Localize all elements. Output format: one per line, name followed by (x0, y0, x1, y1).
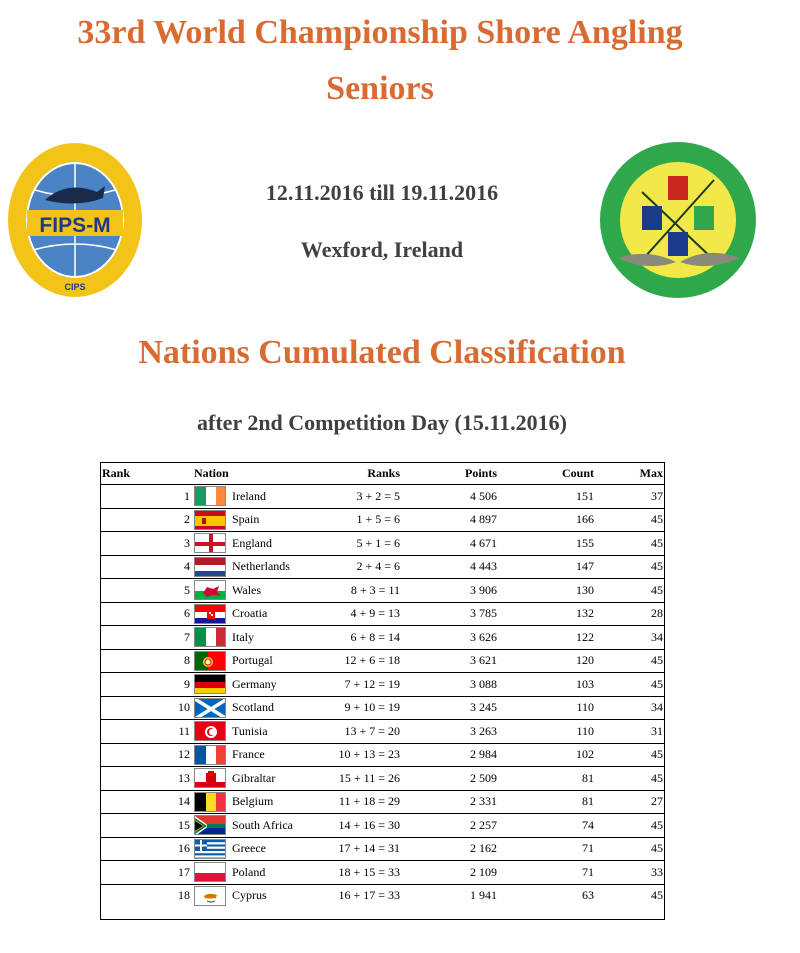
ranks-cell: 8 + 3 = 11 (310, 579, 402, 603)
rank-cell: 16 (100, 837, 192, 861)
max-cell: 28 (596, 602, 665, 626)
flag-cell (192, 884, 230, 907)
table-row (100, 861, 665, 885)
greece-flag-icon (194, 839, 226, 859)
rank-cell: 15 (100, 814, 192, 838)
table-row (100, 673, 665, 697)
ranks-cell: 13 + 7 = 20 (310, 720, 402, 744)
points-cell: 3 263 (402, 720, 499, 744)
max-cell: 45 (596, 579, 665, 603)
flag-cell (192, 649, 230, 673)
rank-cell: 10 (100, 696, 192, 720)
points-cell: 2 984 (402, 743, 499, 767)
nation-cell: France (230, 743, 310, 767)
max-cell: 34 (596, 696, 665, 720)
ranks-cell: 11 + 18 = 29 (310, 790, 402, 814)
max-cell: 45 (596, 649, 665, 673)
ranks-cell: 16 + 17 = 33 (310, 884, 402, 907)
belgium-flag-icon (194, 792, 226, 812)
column-header-rank: Rank (102, 465, 131, 480)
page-title-line1: 33rd World Championship Shore Angling (77, 14, 683, 51)
points-cell: 2 109 (402, 861, 499, 885)
nation-cell: Tunisia (230, 720, 310, 744)
points-cell: 3 785 (402, 602, 499, 626)
table-row (100, 884, 665, 907)
nation-cell: Poland (230, 861, 310, 885)
points-cell: 2 162 (402, 837, 499, 861)
rank-cell: 6 (100, 602, 192, 626)
count-cell: 166 (499, 508, 596, 532)
table-row (100, 649, 665, 673)
table-row (100, 555, 665, 579)
croatia-flag-icon (194, 604, 226, 624)
max-cell: 45 (596, 532, 665, 556)
ranks-cell: 10 + 13 = 23 (310, 743, 402, 767)
flag-cell (192, 790, 230, 814)
ranks-cell: 12 + 6 = 18 (310, 649, 402, 673)
rank-cell: 5 (100, 579, 192, 603)
rank-cell: 14 (100, 790, 192, 814)
ireland-flag-icon (194, 486, 226, 506)
ranks-cell: 15 + 11 = 26 (310, 767, 402, 791)
table-row (100, 837, 665, 861)
wales-flag-icon (194, 580, 226, 600)
count-cell: 63 (499, 884, 596, 907)
points-cell: 3 088 (402, 673, 499, 697)
section-subtitle: after 2nd Competition Day (15.11.2016) (197, 410, 567, 435)
count-cell: 102 (499, 743, 596, 767)
flag-cell (192, 485, 230, 509)
count-cell: 103 (499, 673, 596, 697)
england-flag-icon (194, 533, 226, 553)
points-cell: 4 897 (402, 508, 499, 532)
column-header-points: Points (464, 465, 497, 480)
flag-cell (192, 696, 230, 720)
table-row (100, 485, 665, 509)
points-cell: 2 509 (402, 767, 499, 791)
max-cell: 45 (596, 673, 665, 697)
nation-cell: Wales (230, 579, 310, 603)
max-cell: 34 (596, 626, 665, 650)
netherlands-flag-icon (194, 557, 226, 577)
rank-cell: 4 (100, 555, 192, 579)
count-cell: 110 (499, 696, 596, 720)
flag-cell (192, 837, 230, 861)
count-cell: 122 (499, 626, 596, 650)
max-cell: 45 (596, 555, 665, 579)
poland-flag-icon (194, 862, 226, 882)
flag-cell (192, 673, 230, 697)
max-cell: 45 (596, 767, 665, 791)
points-cell: 2 331 (402, 790, 499, 814)
points-cell: 2 257 (402, 814, 499, 838)
rank-cell: 3 (100, 532, 192, 556)
max-cell: 37 (596, 485, 665, 509)
count-cell: 71 (499, 861, 596, 885)
points-cell: 4 671 (402, 532, 499, 556)
flag-cell (192, 767, 230, 791)
classification-table (100, 462, 665, 907)
nation-cell: Italy (230, 626, 310, 650)
france-flag-icon (194, 745, 226, 765)
ifsa-logo (598, 140, 758, 300)
column-header-ranks: Ranks (367, 465, 400, 480)
portugal-flag-icon (194, 651, 226, 671)
rank-cell: 17 (100, 861, 192, 885)
nation-cell: Gibraltar (230, 767, 310, 791)
fips-m-logo (5, 140, 145, 300)
nation-cell: Portugal (230, 649, 310, 673)
points-cell: 3 621 (402, 649, 499, 673)
table-row (100, 790, 665, 814)
count-cell: 132 (499, 602, 596, 626)
nation-cell: Scotland (230, 696, 310, 720)
max-cell: 31 (596, 720, 665, 744)
nation-cell: Germany (230, 673, 310, 697)
ranks-cell: 1 + 5 = 6 (310, 508, 402, 532)
count-cell: 74 (499, 814, 596, 838)
gibraltar-flag-icon (194, 768, 226, 788)
count-cell: 151 (499, 485, 596, 509)
max-cell: 33 (596, 861, 665, 885)
rank-cell: 9 (100, 673, 192, 697)
section-title: Nations Cumulated Classification (138, 334, 626, 371)
event-dates: 12.11.2016 till 19.11.2016 (265, 180, 499, 205)
table-row (100, 626, 665, 650)
points-cell: 4 443 (402, 555, 499, 579)
rank-cell: 12 (100, 743, 192, 767)
rank-cell: 8 (100, 649, 192, 673)
ranks-cell: 3 + 2 = 5 (310, 485, 402, 509)
rank-cell: 11 (100, 720, 192, 744)
column-header-max: Max (639, 465, 663, 480)
table-header-row (100, 462, 665, 485)
max-cell: 45 (596, 884, 665, 907)
event-location: Wexford, Ireland (300, 237, 464, 262)
points-cell: 3 626 (402, 626, 499, 650)
logo-left-center-text: FIPS-M (39, 214, 111, 237)
points-cell: 3 906 (402, 579, 499, 603)
rank-cell: 1 (100, 485, 192, 509)
flag-cell (192, 532, 230, 556)
ranks-cell: 2 + 4 = 6 (310, 555, 402, 579)
table-row (100, 602, 665, 626)
nation-cell: Croatia (230, 602, 310, 626)
spain-flag-icon (194, 510, 226, 530)
rank-cell: 7 (100, 626, 192, 650)
nation-cell: Cyprus (230, 884, 310, 907)
ranks-cell: 6 + 8 = 14 (310, 626, 402, 650)
table-row (100, 532, 665, 556)
flag-cell (192, 743, 230, 767)
max-cell: 45 (596, 814, 665, 838)
max-cell: 27 (596, 790, 665, 814)
table-row (100, 743, 665, 767)
count-cell: 81 (499, 790, 596, 814)
nation-cell: Belgium (230, 790, 310, 814)
tunisia-flag-icon (194, 721, 226, 741)
nation-cell: South Africa (230, 814, 310, 838)
flag-cell (192, 508, 230, 532)
table-row (100, 508, 665, 532)
ranks-cell: 17 + 14 = 31 (310, 837, 402, 861)
logo-left-bottom-text: CIPS (64, 282, 86, 292)
flag-cell (192, 814, 230, 838)
table-row (100, 814, 665, 838)
ranks-cell: 14 + 16 = 30 (310, 814, 402, 838)
points-cell: 1 941 (402, 884, 499, 907)
rank-cell: 2 (100, 508, 192, 532)
points-cell: 4 506 (402, 485, 499, 509)
column-header-nation: Nation (194, 465, 229, 480)
cyprus-flag-icon (194, 886, 226, 906)
ranks-cell: 7 + 12 = 19 (310, 673, 402, 697)
flag-cell (192, 720, 230, 744)
rank-cell: 13 (100, 767, 192, 791)
count-cell: 155 (499, 532, 596, 556)
max-cell: 45 (596, 508, 665, 532)
count-cell: 81 (499, 767, 596, 791)
nation-cell: Netherlands (230, 555, 310, 579)
scotland-flag-icon (194, 698, 226, 718)
table-row (100, 696, 665, 720)
count-cell: 71 (499, 837, 596, 861)
flag-cell (192, 861, 230, 885)
ranks-cell: 5 + 1 = 6 (310, 532, 402, 556)
germany-flag-icon (194, 674, 226, 694)
flag-cell (192, 579, 230, 603)
count-cell: 120 (499, 649, 596, 673)
points-cell: 3 245 (402, 696, 499, 720)
table-row (100, 767, 665, 791)
flag-cell (192, 555, 230, 579)
table-row (100, 720, 665, 744)
max-cell: 45 (596, 837, 665, 861)
ranks-cell: 4 + 9 = 13 (310, 602, 402, 626)
ranks-cell: 18 + 15 = 33 (310, 861, 402, 885)
nation-cell: Ireland (230, 485, 310, 509)
ranks-cell: 9 + 10 = 19 (310, 696, 402, 720)
table-row (100, 579, 665, 603)
count-cell: 110 (499, 720, 596, 744)
page-title-line2: Seniors (326, 70, 434, 107)
flag-cell (192, 626, 230, 650)
nation-cell: Greece (230, 837, 310, 861)
nation-cell: England (230, 532, 310, 556)
column-header-count: Count (561, 465, 594, 480)
nation-cell: Spain (230, 508, 310, 532)
italy-flag-icon (194, 627, 226, 647)
south-africa-flag-icon (194, 815, 226, 835)
flag-cell (192, 602, 230, 626)
count-cell: 147 (499, 555, 596, 579)
count-cell: 130 (499, 579, 596, 603)
max-cell: 45 (596, 743, 665, 767)
rank-cell: 18 (100, 884, 192, 907)
